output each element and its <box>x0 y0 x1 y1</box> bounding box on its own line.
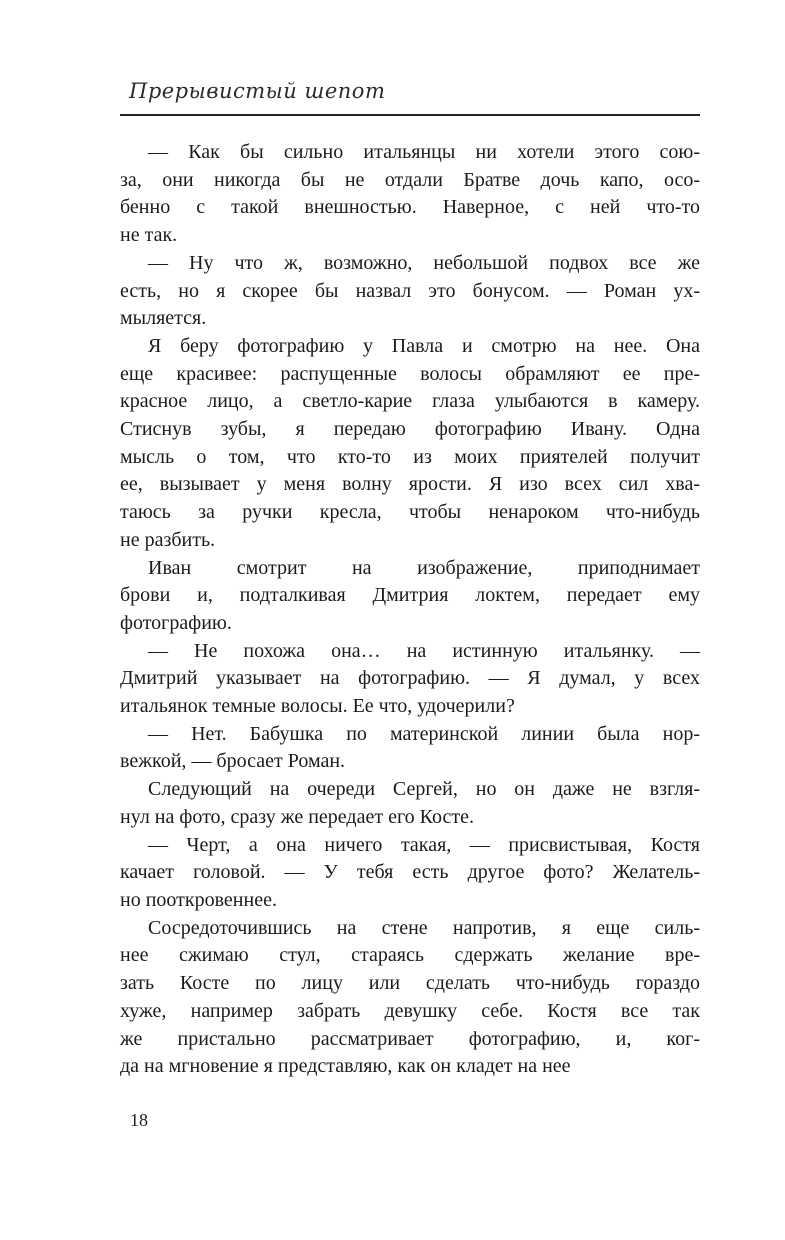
paragraph <box>120 250 700 333</box>
text-line: но пооткровеннее. <box>120 888 277 911</box>
paragraph <box>120 333 700 555</box>
text-line: мыляется. <box>120 307 207 330</box>
text-line: итальянок темные волосы. Ее что, удочерили? <box>120 695 515 718</box>
text-line: нее сжимаю стул, стараясь сдержать желание вре- <box>120 944 700 967</box>
paragraph <box>120 915 700 1081</box>
text-line: Следующий на очереди Сергей, но он даже не взгля- <box>148 778 700 801</box>
text-line: нул на фото, сразу же передает его Косте. <box>120 805 475 828</box>
text-line: ее, вызывает у меня волну ярости. Я изо всех сил хва- <box>120 473 700 496</box>
text-line: фотографию. <box>120 611 232 634</box>
text-line: еще красивее: распущенные волосы обрамляют ее пре- <box>120 362 700 385</box>
text-line: хуже, например забрать девушку себе. Костя все так <box>120 999 700 1022</box>
text-line: не так. <box>120 224 178 247</box>
text-line: Иван смотрит на изображение, приподнимает <box>148 556 700 579</box>
paragraph <box>120 139 700 250</box>
paragraph <box>120 832 700 915</box>
text-line: вежкой, — бросает Роман. <box>120 750 346 773</box>
text-line: — Как бы сильно итальянцы ни хотели этого сою- <box>148 141 700 163</box>
paragraph <box>120 721 700 776</box>
text-line: таюсь за ручки кресла, чтобы ненароком что-нибудь <box>120 501 700 524</box>
text-line: зать Косте по лицу или сделать что-нибудь гораздо <box>120 972 700 995</box>
text-line: Стиснув зубы, я передаю фотографию Ивану. Одна <box>120 418 700 441</box>
text-line: красное лицо, а светло-карие глаза улыбаются в камеру. <box>120 390 700 413</box>
text-line: Я беру фотографию у Павла и смотрю на нее. Она <box>148 334 700 357</box>
paragraph <box>120 555 700 638</box>
text-line: мысль о том, что кто-то из моих приятелей получит <box>120 445 700 468</box>
text-line: да на мгновение я представляю, как он кладет на нее <box>120 1055 571 1078</box>
text-line: качает головой. — У тебя есть другое фото? Желатель- <box>120 861 700 884</box>
text-line: — Нет. Бабушка по материнской линии была нор- <box>148 722 700 745</box>
running-head-title: Прерывистый шепот <box>129 79 386 103</box>
text-line: за, они никогда бы не отдали Братве дочь капо, осо- <box>120 168 700 191</box>
text-line: — Черт, а она ничего такая, — присвистывая, Костя <box>148 833 700 856</box>
text-line: бенно с такой внешностью. Наверное, с ней что-то <box>120 196 700 219</box>
text-line: есть, но я скорее бы назвал это бонусом. — Роман ух- <box>120 279 700 302</box>
header-rule <box>120 114 700 116</box>
page-number: 18 <box>130 1110 148 1130</box>
text-line: — Ну что ж, возможно, небольшой подвох все же <box>148 251 700 274</box>
paragraph <box>120 776 700 831</box>
text-line: брови и, подталкивая Дмитрия локтем, передает ему <box>120 584 700 607</box>
text-line: не разбить. <box>120 528 216 551</box>
body-text <box>120 139 700 1081</box>
paragraph <box>120 638 700 721</box>
text-line: Сосредоточившись на стене напротив, я еще силь- <box>148 916 700 939</box>
text-line: — Не похожа она… на истинную итальянку. — <box>148 639 700 662</box>
text-line: же пристально рассматривает фотографию, и, ког- <box>120 1027 700 1050</box>
text-line: Дмитрий указывает на фотографию. — Я думал, у всех <box>120 667 700 690</box>
